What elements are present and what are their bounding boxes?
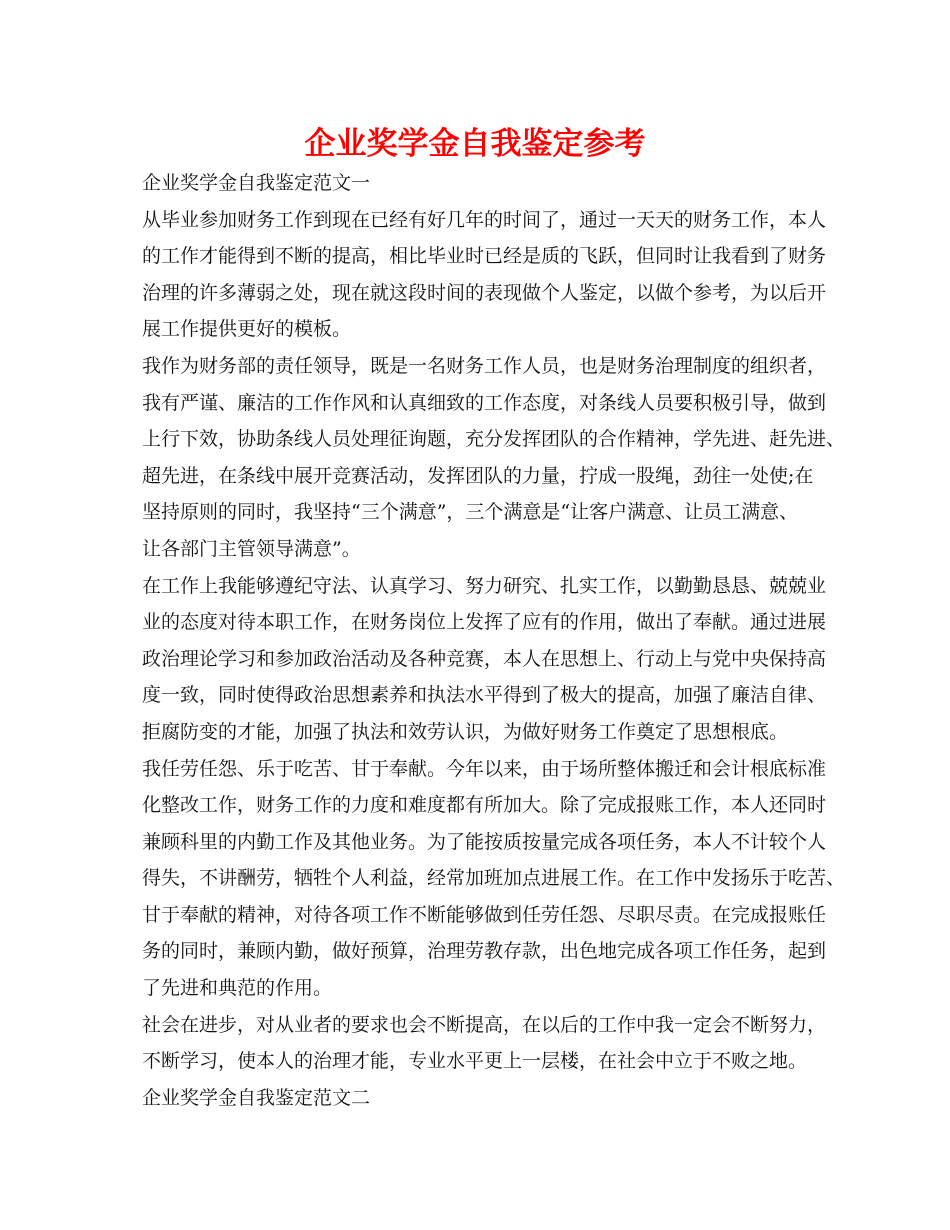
- paragraph-line: 我任劳任怨、乐于吃苦、甘于奉献。今年以来，由于场所整体搬迁和会计根底标准: [142, 757, 827, 780]
- paragraph-line: 我有严谨、廉洁的工作作风和认真细致的工作态度，对条线人员要积极引导，做到: [142, 391, 827, 414]
- paragraph-line: 甘于奉献的精神，对待各项工作不断能够做到任劳任怨、尽职尽责。在完成报账任: [142, 903, 827, 926]
- paragraph-line: 治理的许多薄弱之处，现在就这段时间的表现做个人鉴定，以做个参考，为以后开: [142, 281, 827, 304]
- paragraph-line: 得失，不讲酬劳，牺牲个人利益，经常加班加点进展工作。在工作中发扬乐于吃苦、: [142, 867, 846, 890]
- section-heading: 企业奖学金自我鉴定范文一: [142, 172, 371, 194]
- section-heading: 企业奖学金自我鉴定范文二: [142, 1086, 371, 1109]
- paragraph-line: 的工作才能得到不断的提高，相比毕业时已经是质的飞跃，但同时让我看到了财务: [142, 245, 827, 268]
- paragraph-line: 务的同时，兼顾内勤，做好预算，治理劳教存款，出色地完成各项工作任务，起到: [142, 940, 827, 963]
- paragraph-line: 业的态度对待本职工作，在财务岗位上发挥了应有的作用，做出了奉献。通过进展: [142, 611, 827, 634]
- paragraph-line: 化整改工作，财务工作的力度和难度都有所加大。除了完成报账工作，本人还同时: [142, 794, 827, 817]
- paragraph-line: 超先进，在条线中展开竞赛活动，发挥团队的力量，拧成一股绳，劲往一处使;在: [142, 464, 814, 487]
- paragraph-line: 度一致，同时使得政治思想素养和执法水平得到了极大的提高，加强了廉洁自律、: [142, 684, 827, 707]
- document-title: 企业奖学金自我鉴定参考: [304, 126, 646, 162]
- paragraph-line: 在工作上我能够遵纪守法、认真学习、努力研究、扎实工作，以勤勤恳恳、兢兢业: [142, 574, 827, 597]
- paragraph-line: 上行下效，协助条线人员处理征询题，充分发挥团队的合作精神，学先进、赶先进、: [142, 428, 846, 451]
- paragraph-line: 政治理论学习和参加政治活动及各种竞赛，本人在思想上、行动上与党中央保持高: [142, 647, 827, 670]
- paragraph-line: 兼顾科里的内勤工作及其他业务。为了能按质按量完成各项任务，本人不计较个人: [142, 830, 827, 853]
- paragraph-line: 展工作提供更好的模板。: [142, 318, 352, 341]
- paragraph-line: 社会在进步，对从业者的要求也会不断提高，在以后的工作中我一定会不断努力，: [142, 1013, 827, 1036]
- paragraph-line: 了先进和典范的作用。: [142, 977, 333, 1000]
- paragraph-line: 我作为财务部的责任领导，既是一名财务工作人员，也是财务治理制度的组织者，: [142, 354, 827, 377]
- paragraph-line: 从毕业参加财务工作到现在已经有好几年的时间了，通过一天天的财务工作，本人: [142, 208, 827, 231]
- paragraph-line: 让各部门主管领导满意”。: [142, 537, 361, 560]
- paragraph-line: 拒腐防变的才能，加强了执法和效劳认识，为做好财务工作奠定了思想根底。: [142, 720, 789, 743]
- document-body: [142, 165, 846, 1116]
- paragraph-line: 坚持原则的同时，我坚持“三个满意”，三个满意是“让客户满意、让员工满意、: [142, 501, 799, 524]
- paragraph-line: 不断学习，使本人的治理才能，专业水平更上一层楼，在社会中立于不败之地。: [142, 1050, 808, 1073]
